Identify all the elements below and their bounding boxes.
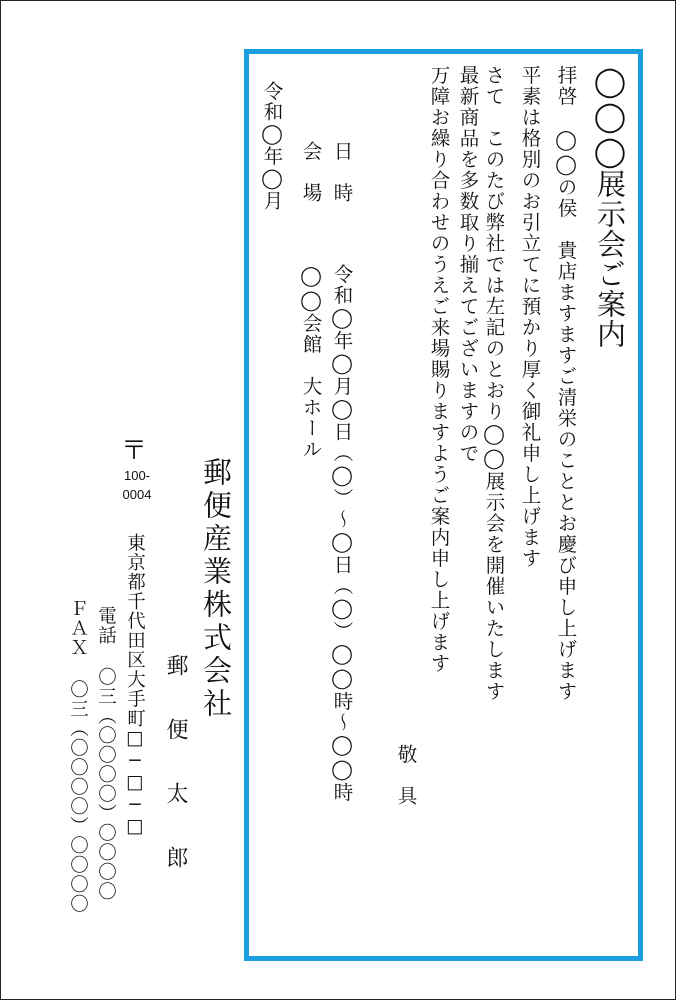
closing-keigu: 敬具 bbox=[394, 744, 418, 827]
body-line-1: 拝啓 ◯◯の侯 貴店ますますご清栄のこととお慶び申し上げます bbox=[554, 65, 578, 702]
sender-person: 郵便太郎 bbox=[163, 654, 188, 910]
body-line-2: 平素は格別のお引立てに預かり厚く御礼申し上げます bbox=[518, 65, 542, 569]
date-label: 日時 bbox=[330, 141, 354, 224]
date-value: 令和◯年◯月◯日（◯）〜◯日（◯）◯◯時〜◯◯時 bbox=[330, 264, 354, 803]
venue-label: 会場 bbox=[299, 141, 323, 224]
issue-date: 令和◯年◯月 bbox=[260, 81, 284, 211]
postal-mark-icon: 〒 bbox=[121, 436, 148, 466]
sender-fax: ＦＡＸ 〇三（〇〇〇〇）〇〇〇〇 bbox=[67, 599, 89, 914]
body-line-4: 最新商品を多数取り揃えてございますので bbox=[456, 65, 480, 464]
body-line-5: 万障お繰り合わせのうえご来場賜りますようご案内申し上げます bbox=[427, 65, 451, 674]
body-line-3: さて このたび弊社では左記のとおり◯◯展示会を開催いたします bbox=[482, 65, 506, 702]
postal-code-part-2: 0004 bbox=[122, 486, 152, 502]
sender-tel: 電話 〇三（〇〇〇〇）〇〇〇〇 bbox=[95, 606, 117, 901]
postal-code bbox=[117, 467, 157, 505]
sender-company: 郵便産業株式会社 bbox=[199, 457, 233, 721]
venue-value: ◯◯会館 大ホール bbox=[299, 264, 323, 460]
postal-code-part-1: 100- bbox=[123, 468, 151, 483]
sender-address: 東京都千代田区大手町□−□−□ bbox=[124, 533, 146, 838]
invitation-title: ◯◯◯展示会ご案内 bbox=[593, 64, 627, 349]
